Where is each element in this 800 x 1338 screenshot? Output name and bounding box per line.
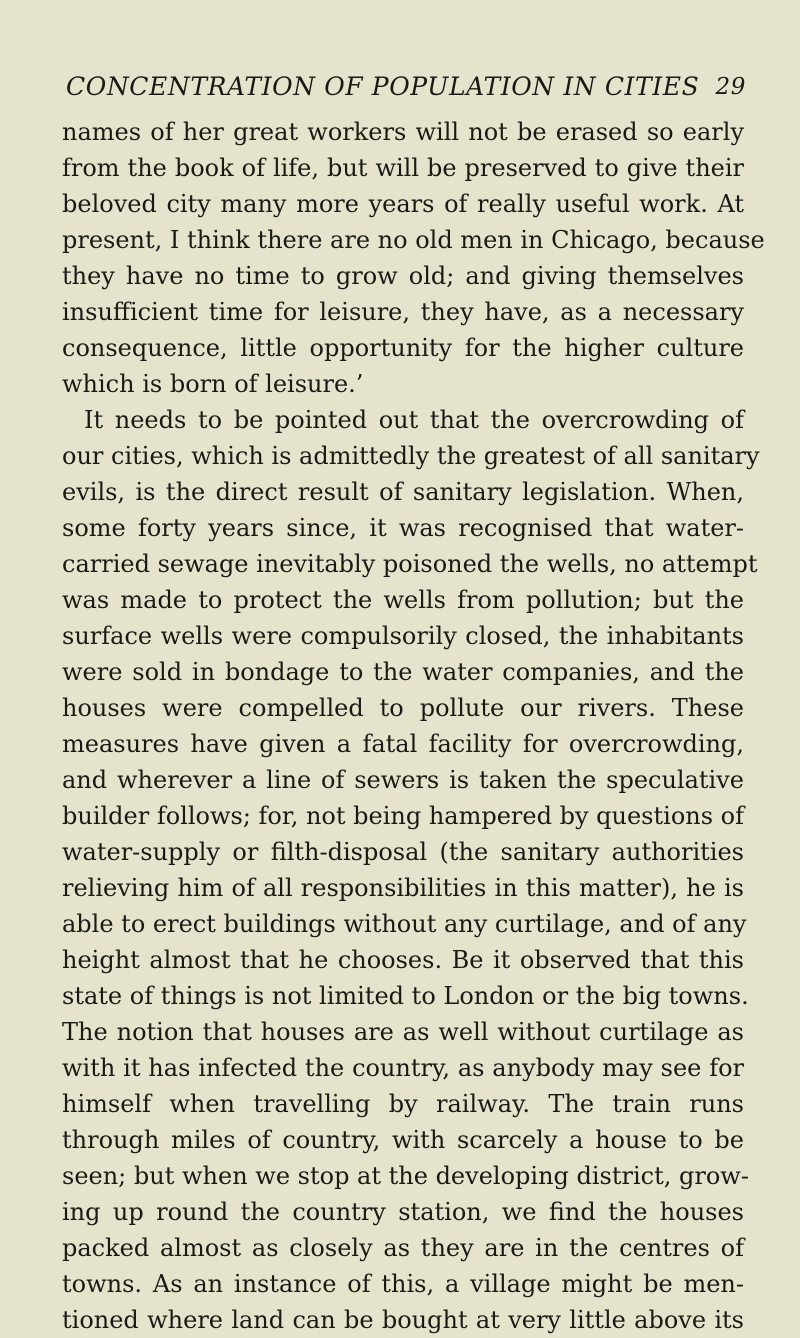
text-line: surface wells were compulsorily closed, the inhabitants [62,622,744,650]
text-line: It needs to be pointed out that the overcrowding of [84,406,744,434]
text-line: names of her great workers will not be erased so early [62,118,744,146]
text-line: himself when travelling by railway. The train runs [62,1090,744,1118]
text-line: able to erect buildings without any curtilage, and of any [62,910,747,938]
running-head-title: CONCENTRATION OF POPULATION IN CITIES [66,72,700,101]
text-line: insufficient time for leisure, they have, as a necessary [62,298,744,326]
text-line: they have no time to grow old; and giving themselves [62,262,744,290]
text-line: from the book of life, but will be preserved to give their [62,154,744,182]
text-line: beloved city many more years of really useful work. At [62,190,744,218]
text-line: towns. As an instance of this, a village might be men- [62,1270,744,1298]
text-line: consequence, little opportunity for the higher culture [62,334,744,362]
text-line: houses were compelled to pollute our rivers. These [62,694,744,722]
text-line: seen; but when we stop at the developing district, grow- [62,1162,749,1190]
text-line: height almost that he chooses. Be it observed that this [62,946,744,974]
text-line: evils, is the direct result of sanitary legislation. When, [62,478,744,506]
text-line: state of things is not limited to London or the big towns. [62,982,749,1010]
text-line: were sold in bondage to the water companies, and the [62,658,744,686]
text-line: tioned where land can be bought at very little above its [62,1306,744,1334]
text-line: and wherever a line of sewers is taken the speculative [62,766,744,794]
text-line: packed almost as closely as they are in the centres of [62,1234,744,1262]
text-line: carried sewage inevitably poisoned the wells, no attempt [62,550,758,578]
text-line: some forty years since, it was recognised that water- [62,514,744,542]
text-line: relieving him of all responsibilities in this matter), he is [62,874,744,902]
text-line: our cities, which is admittedly the greatest of all sanitary [62,442,760,470]
text-line: through miles of country, with scarcely a house to be [62,1126,744,1154]
running-head [66,72,746,106]
text-line: ing up round the country station, we find the houses [62,1198,744,1226]
text-line: measures have given a fatal facility for overcrowding, [62,730,744,758]
text-line: builder follows; for, not being hampered by questions of [62,802,744,830]
text-line: present, I think there are no old men in Chicago, because [62,226,765,254]
body-text [62,114,765,1338]
text-line: water-supply or filth-disposal (the sanitary authorities [62,838,744,866]
text-line: with it has infected the country, as anybody may see for [62,1054,744,1082]
text-line: which is born of leisure.’ [62,370,364,398]
page-number: 29 [715,74,746,100]
text-line: was made to protect the wells from pollution; but the [62,586,744,614]
text-line: The notion that houses are as well without curtilage as [62,1018,744,1046]
